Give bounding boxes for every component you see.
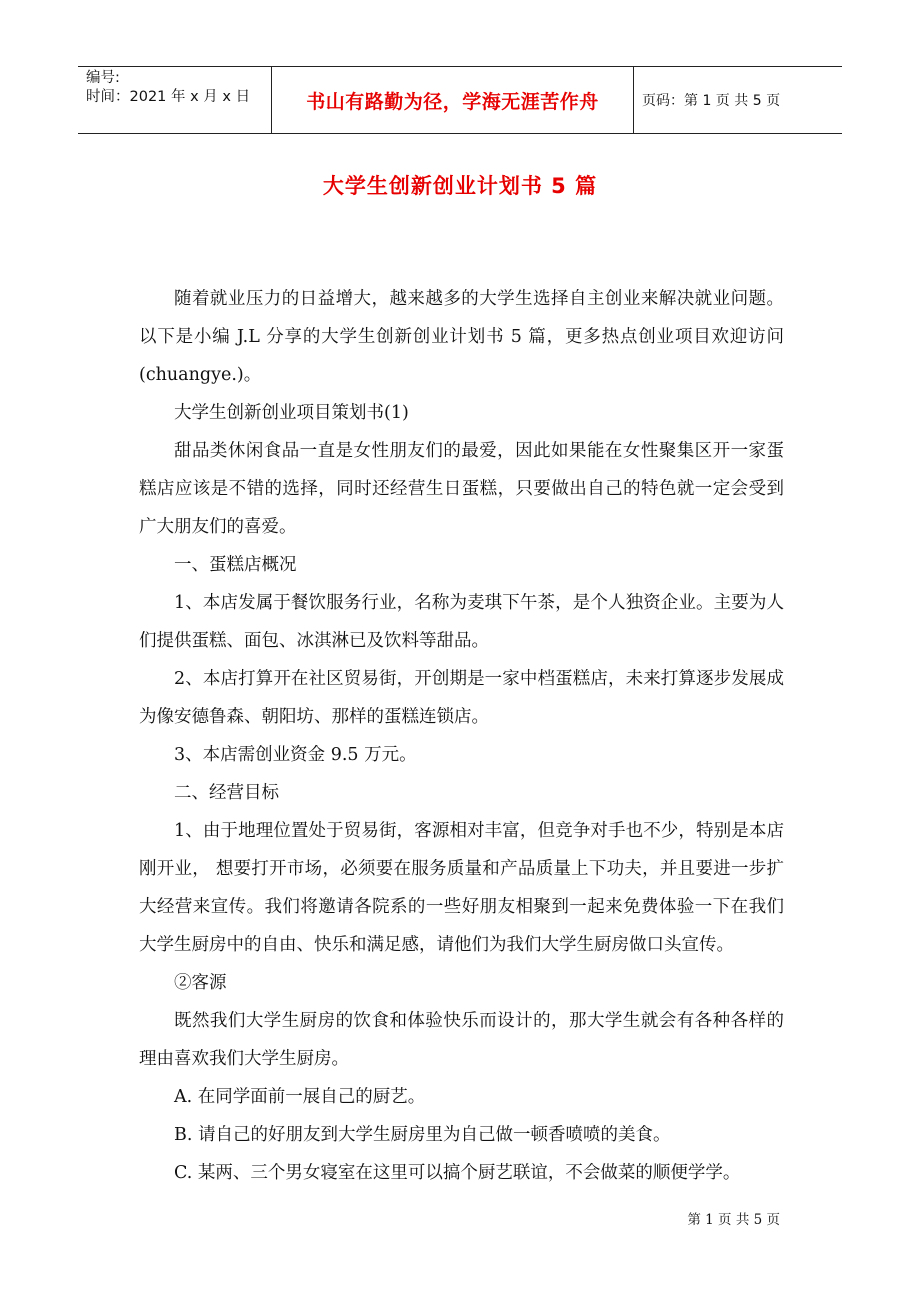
page-footer: 第 1 页 共 5 页 (687, 1212, 780, 1228)
header-page-label: 页码：第 1 页 共 5 页 (642, 93, 781, 109)
document-title: 大学生创新创业计划书 5 篇 (322, 174, 598, 198)
page-header (78, 66, 842, 134)
paragraph-overview-1: 1、本店发属于餐饮服务行业，名称为麦琪下午茶，是个人独资企业。主要为人们提供蛋糕、面包、冰淇淋已及饮料等甜品。 (139, 593, 784, 651)
paragraph-overview-3: 3、本店需创业资金 9.5 万元。 (174, 745, 417, 765)
paragraph-goals-1: 1、由于地理位置处于贸易街，客源相对丰富，但竞争对手也不少，特别是本店刚开业， 想要打开市场，必须要在服务质量和产品质量上下功夫，并且要进一步扩大经营来宣传。我们将邀请各院系的一些好朋友相聚到一起来免费体验一下在我们大学生厨房中的自由、快乐和满足感，请他们为我们大学生厨房做口头宣传。 (139, 821, 784, 955)
header-motto: 书山有路勤为径，学海无涯苦作舟 (272, 67, 634, 133)
header-meta (78, 67, 272, 133)
section-heading-plan-1: 大学生创新创业项目策划书(1) (174, 403, 409, 423)
header-time-label: 时间：2021 年 x 月 x 日 (86, 89, 251, 105)
paragraph-dessert: 甜品类休闲食品一直是女性朋友们的最爱，因此如果能在女性聚集区开一家蛋糕店应该是不错的选择，同时还经营生日蛋糕，只要做出自己的特色就一定会受到广大朋友们的喜爱。 (139, 441, 784, 537)
section-heading-overview: 一、蛋糕店概况 (174, 555, 297, 575)
header-number-label: 编号: (86, 70, 120, 86)
document-body (139, 280, 784, 1192)
section-heading-goals: 二、经营目标 (174, 783, 279, 803)
paragraph-customers: 既然我们大学生厨房的饮食和体验快乐而设计的，那大学生就会有各种各样的理由喜欢我们大学生厨房。 (139, 1011, 784, 1069)
paragraph-overview-2: 2、本店打算开在社区贸易街，开创期是一家中档蛋糕店，未来打算逐步发展成为像安德鲁森、朝阳坊、那样的蛋糕连锁店。 (139, 669, 784, 727)
paragraph-intro: 随着就业压力的日益增大，越来越多的大学生选择自主创业来解决就业问题。以下是小编 J.L 分享的大学生创新创业计划书 5 篇，更多热点创业项目欢迎访问(chuangye.)。 (139, 289, 784, 385)
list-item-b: B. 请自己的好朋友到大学生厨房里为自己做一顿香喷喷的美食。 (174, 1125, 671, 1145)
list-item-a: A. 在同学面前一展自己的厨艺。 (174, 1087, 426, 1107)
subheading-customers: ②客源 (174, 973, 227, 993)
list-item-c: C. 某两、三个男女寝室在这里可以搞个厨艺联谊，不会做菜的顺便学学。 (174, 1163, 741, 1183)
